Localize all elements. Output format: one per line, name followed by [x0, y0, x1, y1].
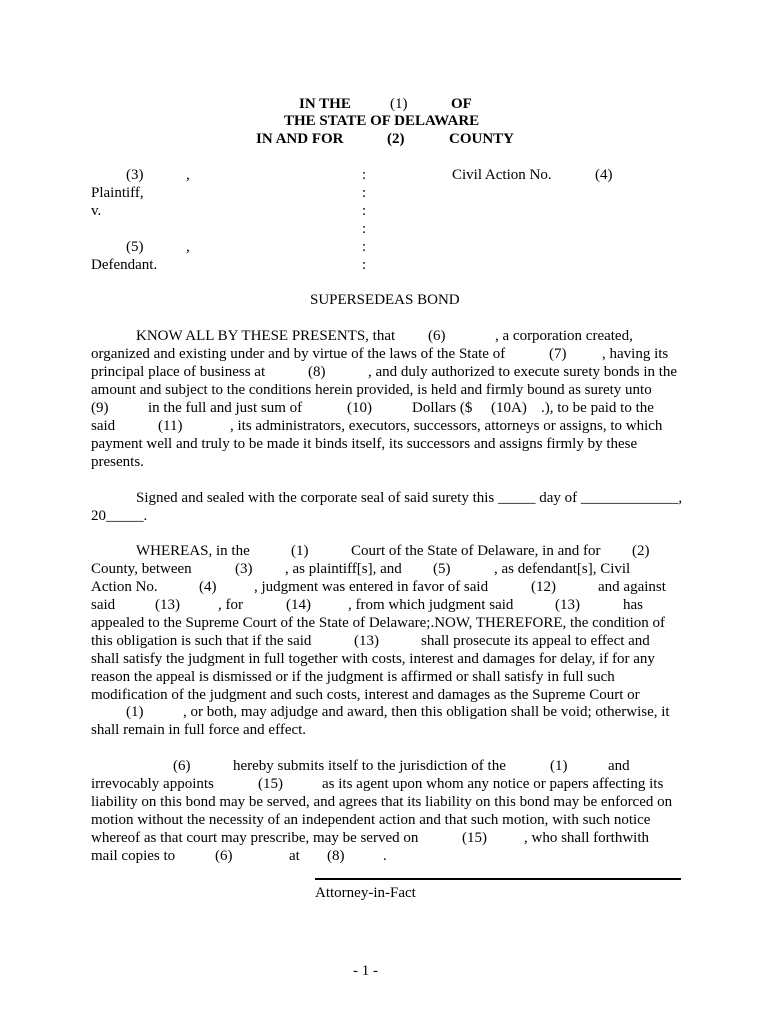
blank-4: (4)	[199, 579, 217, 595]
caption-in-and-for: IN AND FOR	[256, 131, 344, 147]
blank-6: (6)	[173, 758, 191, 774]
para3-text: shall remain in full force and effect.	[91, 722, 307, 738]
para1-text: organized and existing under and by virtue of the laws of the State of	[91, 346, 506, 362]
para4-text: irrevocably appoints	[91, 776, 214, 792]
para1-text: Dollars ($	[412, 400, 473, 416]
para4-text: at	[289, 848, 300, 864]
para3-text: County, between	[91, 561, 192, 577]
defendant-comma: ,	[186, 239, 190, 255]
plaintiff-comma: ,	[186, 167, 190, 183]
para3-text: , or both, may adjudge and award, then this obligation shall be void; otherwise, it	[183, 704, 670, 720]
blank-2: (2)	[632, 543, 650, 559]
para3-text: , judgment was entered in favor of said	[254, 579, 489, 595]
blank-8: (8)	[308, 364, 326, 380]
caption-of: OF	[451, 96, 472, 112]
plaintiff-blank: (3)	[126, 167, 144, 183]
blank-7: (7)	[549, 346, 567, 362]
para3-text: shall prosecute its appeal to effect and	[421, 633, 650, 649]
para3-text: modification of the judgment and such costs, interest and damages as the Supreme Court or	[91, 687, 640, 703]
para3-text: , as plaintiff[s], and	[285, 561, 402, 577]
signature-line	[315, 878, 681, 880]
para2-text: 20_____.	[91, 508, 148, 524]
defendant-blank: (5)	[126, 239, 144, 255]
page-number: - 1 -	[353, 963, 378, 979]
blank-10a: (10A)	[491, 400, 527, 416]
blank-13: (13)	[354, 633, 379, 649]
colon-separator: :	[362, 257, 367, 273]
blank-14: (14)	[286, 597, 311, 613]
para3-text: said	[91, 597, 116, 613]
civil-action-label: Civil Action No.	[452, 167, 552, 183]
para4-text: mail copies to	[91, 848, 176, 864]
para1-text: amount and subject to the conditions herein provided, is held and firmly bound as surety unto	[91, 382, 652, 398]
blank-13: (13)	[555, 597, 580, 613]
para3-text: , from which judgment said	[348, 597, 514, 613]
colon-separator: :	[362, 167, 367, 183]
para3-text: reason the appeal is dismissed or if the judgment is affirmed or shall satisfy in full such	[91, 669, 615, 685]
document-title: SUPERSEDEAS BOND	[310, 292, 460, 308]
blank-11: (11)	[158, 418, 183, 434]
blank-1: (1)	[550, 758, 568, 774]
para1-text: principal place of business at	[91, 364, 266, 380]
para2-text: Signed and sealed with the corporate seal of said surety this _____ day of _____________,	[136, 490, 683, 506]
blank-3: (3)	[235, 561, 253, 577]
caption-blank-2: (2)	[387, 131, 405, 147]
para1-text: in the full and just sum of	[148, 400, 303, 416]
blank-9: (9)	[91, 400, 109, 416]
para1-text: payment well and truly to be made it binds itself, its successors and assigns firmly by these	[91, 436, 638, 452]
caption-state: THE STATE OF DELAWARE	[284, 113, 480, 129]
plaintiff-label: Plaintiff,	[91, 185, 144, 201]
colon-separator: :	[362, 185, 367, 201]
para4-text: and	[608, 758, 630, 774]
blank-6: (6)	[215, 848, 233, 864]
para4-text: .	[383, 848, 387, 864]
para4-text: motion without the necessity of an independent action and that such motion, with such notice	[91, 812, 651, 828]
para3-text: has	[623, 597, 643, 613]
defendant-label: Defendant.	[91, 257, 158, 273]
para1-text: KNOW ALL BY THESE PRESENTS, that	[136, 328, 396, 344]
caption-blank-1: (1)	[390, 96, 408, 112]
para3-text: Court of the State of Delaware, in and for	[351, 543, 601, 559]
para1-text: , and duly authorized to execute surety bonds in the	[368, 364, 678, 380]
blank-12: (12)	[531, 579, 556, 595]
colon-separator: :	[362, 203, 367, 219]
colon-separator: :	[362, 239, 367, 255]
para3-text: this obligation is such that if the said	[91, 633, 312, 649]
blank-15: (15)	[462, 830, 487, 846]
para1-text: .), to be paid to the	[541, 400, 654, 416]
blank-8: (8)	[327, 848, 345, 864]
para3-text: , for	[218, 597, 243, 613]
para3-text: Action No.	[91, 579, 158, 595]
para1-text: said	[91, 418, 116, 434]
caption-county: COUNTY	[449, 131, 515, 147]
para4-text: whereof as that court may prescribe, may be served on	[91, 830, 419, 846]
para4-text: as its agent upon whom any notice or papers affecting its	[322, 776, 664, 792]
para1-text: , its administrators, executors, successors, attorneys or assigns, to which	[230, 418, 663, 434]
blank-1: (1)	[126, 704, 144, 720]
para3-text: shall satisfy the judgment in full together with costs, interest and damages for delay, if for any	[91, 651, 655, 667]
colon-separator: :	[362, 221, 367, 237]
para4-text: liability on this bond may be served, and agrees that its liability on this bond may be enforced on	[91, 794, 673, 810]
versus: v.	[91, 203, 102, 219]
para3-text: WHEREAS, in the	[136, 543, 250, 559]
para1-text: , a corporation created,	[495, 328, 633, 344]
blank-1: (1)	[291, 543, 309, 559]
signature-label: Attorney-in-Fact	[315, 885, 416, 901]
para3-text: appealed to the Supreme Court of the State of Delaware;.NOW, THEREFORE, the condition of	[91, 615, 666, 631]
para3-text: and against	[598, 579, 666, 595]
para3-text: , as defendant[s], Civil	[494, 561, 631, 577]
blank-10: (10)	[347, 400, 372, 416]
para4-text: hereby submits itself to the jurisdiction of the	[233, 758, 506, 774]
para4-text: , who shall forthwith	[524, 830, 649, 846]
civil-action-blank: (4)	[595, 167, 613, 183]
blank-13: (13)	[155, 597, 180, 613]
blank-6: (6)	[428, 328, 446, 344]
blank-15: (15)	[258, 776, 283, 792]
blank-5: (5)	[433, 561, 451, 577]
caption-in-the: IN THE	[299, 96, 351, 112]
para1-text: presents.	[91, 454, 144, 470]
para1-text: , having its	[602, 346, 669, 362]
